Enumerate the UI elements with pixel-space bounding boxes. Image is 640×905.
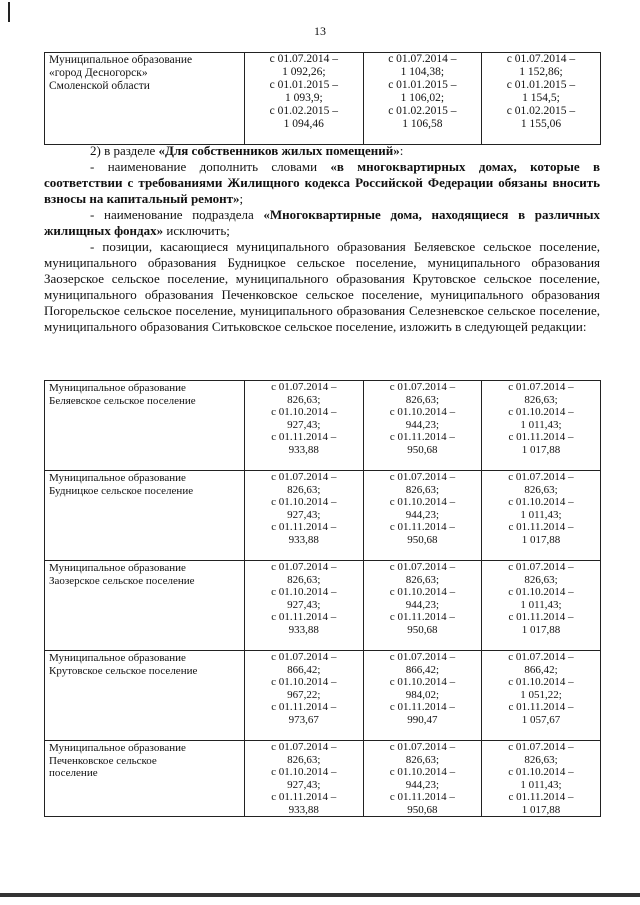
tariff-line: 950,68 <box>407 443 438 456</box>
tariff-line: с 01.07.2014 – <box>389 741 456 753</box>
tariff-line: 1 017,88 <box>521 443 561 456</box>
paragraph-section: 2) в разделе «Для собственников жилых помещений»: <box>90 143 404 158</box>
paragraph-subsection-removal: - наименование подраздела «Многоквартирные дома, находящиеся в различных жилищных фондах» исключить; <box>44 207 600 238</box>
tariff-line: 1 051,22; <box>520 688 562 701</box>
tariff-line: с 01.11.2014 – <box>508 791 574 803</box>
tariff-line: с 01.07.2014 – <box>388 53 457 65</box>
tariff-cell <box>482 471 601 561</box>
tariff-line: 1 011,43; <box>520 418 562 431</box>
table-row <box>45 53 601 145</box>
tariff-line: с 01.02.2015 – <box>506 105 576 117</box>
tariff-line: с 01.10.2014 – <box>508 586 574 598</box>
tariff-line: с 01.10.2014 – <box>271 406 337 418</box>
tariff-line: 1 106,58 <box>402 118 443 130</box>
tariff-line: 826,63; <box>524 393 558 406</box>
tariff-line: 826,63; <box>405 573 440 586</box>
tariff-line: с 01.11.2014 – <box>389 521 455 533</box>
tariff-line: 866,42; <box>287 663 321 676</box>
tariff-line: с 01.11.2014 – <box>271 791 337 803</box>
tariff-line: 1 152,86; <box>519 66 563 78</box>
paragraph-positions: - позиции, касающиеся муниципального образования Беляевское сельское поселение, муниципального образования Будницкое сельское поселение, муниципального образования Заозерское сельское поселение, муниципального образования Крутовское сельское поселение, муниципального образования Печенковское сельское поселение, муниципального образования Погорельское сельское поселение, муниципального образования Селезневское сельское поселение, муниципального образования Ситьковское сельское поселение, изложить в следующей редакции: <box>44 239 600 334</box>
tariff-line: 927,43; <box>287 598 321 611</box>
municipality-name-line: Муниципальное образование <box>49 54 193 66</box>
tariff-cell <box>482 741 601 817</box>
tariff-line: с 01.07.2014 – <box>389 651 456 663</box>
municipality-name-line: Беляевское сельское поселение <box>49 394 196 407</box>
tariff-cell <box>363 741 482 817</box>
tariff-line: 944,23; <box>405 778 440 791</box>
tariff-line: с 01.11.2014 – <box>271 611 337 623</box>
tariff-line: с 01.01.2015 – <box>269 79 338 91</box>
tariff-line: с 01.07.2014 – <box>508 471 574 483</box>
tariff-line: с 01.07.2014 – <box>508 561 574 573</box>
tariff-table-main <box>44 380 601 817</box>
municipality-cell <box>45 53 245 145</box>
tariff-line: 927,43; <box>287 508 321 521</box>
municipality-name-line: Муниципальное образование <box>49 742 186 754</box>
tariff-line: 950,68 <box>407 533 438 546</box>
tariff-line: с 01.10.2014 – <box>389 676 456 688</box>
municipality-name-line: Муниципальное образование <box>49 472 186 484</box>
tariff-cell <box>363 561 482 651</box>
table-row <box>45 651 601 741</box>
amendment-text <box>44 143 600 335</box>
tariff-line: 866,42; <box>405 663 440 676</box>
tariff-line: 1 094,46 <box>283 118 324 130</box>
tariff-cell <box>363 53 482 145</box>
tariff-line: с 01.11.2014 – <box>508 611 574 623</box>
tariff-line: 1 017,88 <box>521 803 561 816</box>
municipality-cell <box>45 561 245 651</box>
tariff-line: 950,68 <box>407 803 438 816</box>
tariff-line: 927,43; <box>287 418 321 431</box>
municipality-cell <box>45 741 245 817</box>
scan-edge-mark <box>8 2 10 22</box>
tariff-line: с 01.02.2015 – <box>388 105 457 117</box>
tariff-cell <box>363 651 482 741</box>
tariff-cell <box>245 651 364 741</box>
municipality-cell <box>45 471 245 561</box>
municipality-name-line: Муниципальное образование <box>49 652 186 664</box>
page-number: 13 <box>314 24 326 38</box>
tariff-line: с 01.11.2014 – <box>271 701 337 713</box>
tariff-line: 1 011,43; <box>520 598 562 611</box>
municipality-name-line: Будницкое сельское поселение <box>49 484 194 497</box>
tariff-line: 826,63; <box>405 393 440 406</box>
tariff-line: 826,63; <box>287 753 321 766</box>
tariff-line: 944,23; <box>405 418 440 431</box>
tariff-line: с 01.07.2014 – <box>271 381 337 393</box>
tariff-line: 826,63; <box>405 753 440 766</box>
tariff-line: 944,23; <box>405 508 440 521</box>
tariff-line: 826,63; <box>287 393 321 406</box>
tariff-line: 826,63; <box>287 573 321 586</box>
tariff-line: с 01.07.2014 – <box>508 381 574 393</box>
tariff-line: с 01.10.2014 – <box>508 496 574 508</box>
tariff-line: с 01.01.2015 – <box>388 79 457 91</box>
tariff-line: с 01.07.2014 – <box>508 741 574 753</box>
tariff-line: 1 017,88 <box>521 533 561 546</box>
tariff-line: с 01.11.2014 – <box>389 611 455 623</box>
tariff-line: 927,43; <box>287 778 321 791</box>
tariff-cell <box>482 651 601 741</box>
tariff-line: с 01.11.2014 – <box>271 521 337 533</box>
tariff-line: с 01.11.2014 – <box>508 701 574 713</box>
tariff-line: 984,02; <box>405 688 440 701</box>
tariff-line: с 01.11.2014 – <box>389 431 455 443</box>
tariff-line: 826,63; <box>287 483 321 496</box>
tariff-line: 933,88 <box>288 623 319 636</box>
tariff-line: с 01.07.2014 – <box>389 381 456 393</box>
tariff-line: 826,63; <box>524 483 558 496</box>
table-row <box>45 741 601 817</box>
tariff-line: с 01.07.2014 – <box>271 471 337 483</box>
tariff-line: 826,63; <box>405 483 440 496</box>
tariff-line: 1 104,38; <box>400 66 445 78</box>
tariff-line: с 01.11.2014 – <box>271 431 337 443</box>
tariff-line: с 01.07.2014 – <box>389 471 456 483</box>
tariff-cell <box>482 53 601 145</box>
tariff-line: с 01.07.2014 – <box>508 651 574 663</box>
municipality-name-line: Печенковское сельское <box>49 754 157 767</box>
tariff-line: с 01.07.2014 – <box>271 741 337 753</box>
tariff-cell <box>482 381 601 471</box>
tariff-line: с 01.10.2014 – <box>271 586 337 598</box>
tariff-line: с 01.10.2014 – <box>508 406 574 418</box>
tariff-line: 973,67 <box>288 713 319 726</box>
tariff-line: 1 011,43; <box>520 778 562 791</box>
tariff-cell <box>245 381 364 471</box>
tariff-line: с 01.07.2014 – <box>389 561 456 573</box>
tariff-line: с 01.10.2014 – <box>271 676 337 688</box>
tariff-line: с 01.10.2014 – <box>389 586 456 598</box>
tariff-cell <box>245 561 364 651</box>
tariff-line: 1 011,43; <box>520 508 562 521</box>
tariff-cell <box>245 741 364 817</box>
tariff-line: 944,23; <box>405 598 440 611</box>
tariff-line: 1 017,88 <box>521 623 561 636</box>
tariff-line: с 01.02.2015 – <box>269 105 338 117</box>
tariff-line: 1 093,9; <box>284 92 323 104</box>
tariff-line: 1 154,5; <box>522 92 560 104</box>
table-row <box>45 471 601 561</box>
municipality-name-line: «город Десногорск» <box>49 67 148 79</box>
tariff-line: с 01.10.2014 – <box>271 766 337 778</box>
table-row <box>45 561 601 651</box>
tariff-line: 990,47 <box>407 713 438 726</box>
tariff-line: 1 106,02; <box>400 92 445 104</box>
tariff-cell <box>245 471 364 561</box>
tariff-cell <box>482 561 601 651</box>
tariff-line: с 01.07.2014 – <box>506 53 576 65</box>
tariff-line: с 01.10.2014 – <box>271 496 337 508</box>
table-row <box>45 381 601 471</box>
tariff-line: 826,63; <box>524 753 558 766</box>
tariff-line: с 01.10.2014 – <box>389 406 456 418</box>
tariff-line: с 01.11.2014 – <box>389 701 455 713</box>
municipality-name-line: Крутовское сельское поселение <box>49 664 198 677</box>
tariff-line: 1 155,06 <box>520 118 562 130</box>
municipality-name-line: Муниципальное образование <box>49 382 186 394</box>
tariff-line: с 01.10.2014 – <box>389 766 456 778</box>
tariff-cell <box>363 381 482 471</box>
tariff-line: 967,22; <box>287 688 321 701</box>
tariff-line: с 01.01.2015 – <box>506 79 576 91</box>
tariff-line: с 01.10.2014 – <box>389 496 456 508</box>
tariff-line: 933,88 <box>288 803 319 816</box>
municipality-name-line: поселение <box>49 767 98 779</box>
municipality-cell <box>45 381 245 471</box>
tariff-line: с 01.11.2014 – <box>389 791 455 803</box>
tariff-line: с 01.07.2014 – <box>271 651 337 663</box>
municipality-name-line: Заозерское сельское поселение <box>49 574 195 587</box>
tariff-cell <box>363 471 482 561</box>
municipality-cell <box>45 651 245 741</box>
tariff-line: 1 092,26; <box>282 66 326 78</box>
tariff-line: 866,42; <box>524 663 558 676</box>
tariff-line: 826,63; <box>524 573 558 586</box>
tariff-line: с 01.11.2014 – <box>508 431 574 443</box>
tariff-line: 933,88 <box>288 533 319 546</box>
tariff-line: с 01.10.2014 – <box>508 766 574 778</box>
tariff-line: с 01.07.2014 – <box>271 561 337 573</box>
municipality-name-line: Смоленской области <box>49 80 150 92</box>
tariff-line: 933,88 <box>288 443 319 456</box>
paragraph-name-addition: - наименование дополнить словами «в многоквартирных домах, которые в соответствии с требованиями Жилищного кодекса Российской Федерации обязаны вносить взносы на капитальный ремонт»; <box>44 159 600 206</box>
scan-bottom-edge <box>0 893 640 897</box>
tariff-line: с 01.10.2014 – <box>508 676 574 688</box>
tariff-line: 950,68 <box>407 623 438 636</box>
tariff-line: с 01.07.2014 – <box>269 53 338 65</box>
tariff-table-top <box>44 52 601 145</box>
tariff-cell <box>245 53 364 145</box>
tariff-line: с 01.11.2014 – <box>508 521 574 533</box>
tariff-line: 1 057,67 <box>521 713 561 726</box>
municipality-name-line: Муниципальное образование <box>49 562 186 574</box>
